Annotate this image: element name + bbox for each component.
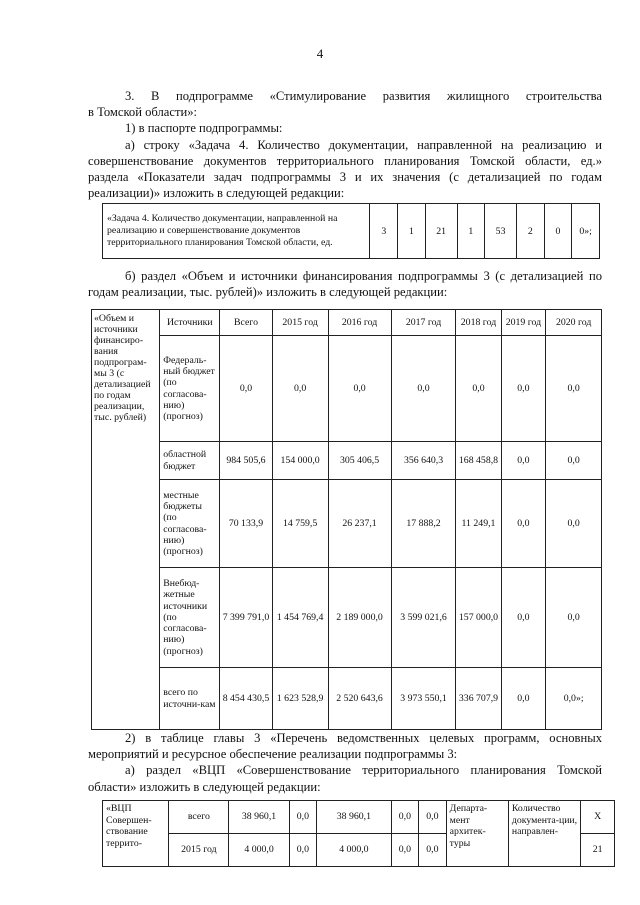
value-cell: 0,0 [289, 801, 317, 834]
value-cell: 0,0 [391, 801, 419, 834]
value-cell: 0,0 [289, 834, 317, 867]
column-header: Всего [220, 310, 272, 336]
page-number: 4 [316, 46, 324, 61]
vcp-table [102, 800, 615, 867]
value-cell: Х [581, 801, 615, 834]
value-cell: 38 960,1 [317, 801, 391, 834]
value-cell: 21 [581, 834, 615, 867]
value-cell: 17 888,2 [391, 480, 456, 568]
value-cell: 2 520 643,6 [328, 668, 391, 730]
value-cell: 1 623 528,9 [272, 668, 328, 730]
value-cell: 0,0 [419, 801, 447, 834]
source-cell: Федераль-ный бюджет (по согласова-нию) (прогноз) [160, 336, 220, 442]
task4-value: 1 [398, 204, 426, 259]
task4-value: 21 [425, 204, 457, 259]
value-cell: 0,0 [419, 834, 447, 867]
value-cell: 70 133,9 [220, 480, 272, 568]
value-cell: 0,0 [501, 336, 546, 442]
table-row [103, 801, 615, 834]
value-cell: 0,0 [501, 668, 546, 730]
value-cell: 0,0 [391, 336, 456, 442]
vcp-name: «ВЦП Совершен-ствование террито- [103, 801, 169, 867]
task4-value: 0 [544, 204, 572, 259]
value-cell: 0,0 [546, 442, 602, 480]
column-header: 2017 год [391, 310, 456, 336]
value-cell: 0,0 [546, 336, 602, 442]
item-2a-text: а) раздел «ВЦП «Совершенствование территориального планирования Томской области» изложить в следующей редакции: [88, 763, 602, 794]
value-cell: 8 454 430,5 [220, 668, 272, 730]
column-header: 2018 год [456, 310, 501, 336]
value-cell: 305 406,5 [328, 442, 391, 480]
item-1-passport: 1) в паспорте подпрограммы: [125, 121, 283, 136]
value-cell: 26 237,1 [328, 480, 391, 568]
funding-row-label: «Объем и источники финансиро-вания подпрограм-мы 3 (с детализацией по годам реализации, тыс. рублей) [92, 310, 160, 730]
value-cell: 0,0 [501, 442, 546, 480]
value-cell: 0,0 [272, 336, 328, 442]
value-cell: 168 458,8 [456, 442, 501, 480]
value-cell: 3 599 021,6 [391, 568, 456, 668]
value-cell: 11 249,1 [456, 480, 501, 568]
task4-value: 53 [485, 204, 517, 259]
task4-label: «Задача 4. Количество документации, направленной на реализацию и совершенствование документов территориального планирования Томской области, ед. [103, 204, 370, 259]
value-cell: 7 399 791,0 [220, 568, 272, 668]
value-cell: 336 707,9 [456, 668, 501, 730]
value-cell: 0,0 [328, 336, 391, 442]
source-cell: всего по источни-кам [160, 668, 220, 730]
value-cell: 154 000,0 [272, 442, 328, 480]
task4-value: 1 [457, 204, 485, 259]
section-3-heading-cont: в Томской области»: [88, 105, 198, 120]
value-cell: 0,0»; [546, 668, 602, 730]
value-cell: 4 000,0 [317, 834, 391, 867]
column-header: 2019 год [501, 310, 546, 336]
value-cell: 4 000,0 [229, 834, 289, 867]
period-cell: 2015 год [169, 834, 229, 867]
value-cell: 984 505,6 [220, 442, 272, 480]
value-cell: 14 759,5 [272, 480, 328, 568]
column-header: 2015 год [272, 310, 328, 336]
column-header: Источники [160, 310, 220, 336]
source-cell: Внебюд-жетные источники (по согласова-нию) (прогноз) [160, 568, 220, 668]
column-header: 2020 год [546, 310, 602, 336]
value-cell: 2 189 000,0 [328, 568, 391, 668]
item-2-text: 2) в таблице главы 3 «Перечень ведомственных целевых программ, основных мероприятий и ресурсное обеспечение реализации подпрограммы 3: [88, 731, 602, 762]
source-cell: областной бюджет [160, 442, 220, 480]
value-cell: 0,0 [501, 568, 546, 668]
value-cell: 0,0 [546, 480, 602, 568]
section-3-heading: 3. В подпрограмме «Стимулирование развития жилищного строительства [125, 89, 602, 103]
executor-cell: Департа-мент архитек-туры [446, 801, 508, 867]
task4-value: 2 [516, 204, 544, 259]
item-a-task4: а) строку «Задача 4. Количество документации, направленной на реализацию и совершенствование документов территориального планирования Томской области, ед.» раздела «Показатели задач подпрограммы 3 и их значения (с детализацией по годам реализации)» изложить в следующей редакции: [88, 137, 602, 201]
task4-value: 0»; [572, 204, 600, 259]
source-cell: местные бюджеты (по согласова-нию) (прогноз) [160, 480, 220, 568]
value-cell: 3 973 550,1 [391, 668, 456, 730]
value-cell: 1 454 769,4 [272, 568, 328, 668]
column-header: 2016 год [328, 310, 391, 336]
item-b-text: б) раздел «Объем и источники финансирования подпрограммы 3 (с детализацией по годам реализации, тыс. рублей)» изложить в следующей редакции: [88, 269, 602, 300]
value-cell: 0,0 [501, 480, 546, 568]
period-cell: всего [169, 801, 229, 834]
value-cell: 157 000,0 [456, 568, 501, 668]
value-cell: 0,0 [220, 336, 272, 442]
task4-value: 3 [370, 204, 398, 259]
value-cell: 356 640,3 [391, 442, 456, 480]
indicator-cell: Количество документа-ции, направлен- [508, 801, 580, 867]
value-cell: 0,0 [546, 568, 602, 668]
value-cell: 38 960,1 [229, 801, 289, 834]
value-cell: 0,0 [391, 834, 419, 867]
value-cell: 0,0 [456, 336, 501, 442]
